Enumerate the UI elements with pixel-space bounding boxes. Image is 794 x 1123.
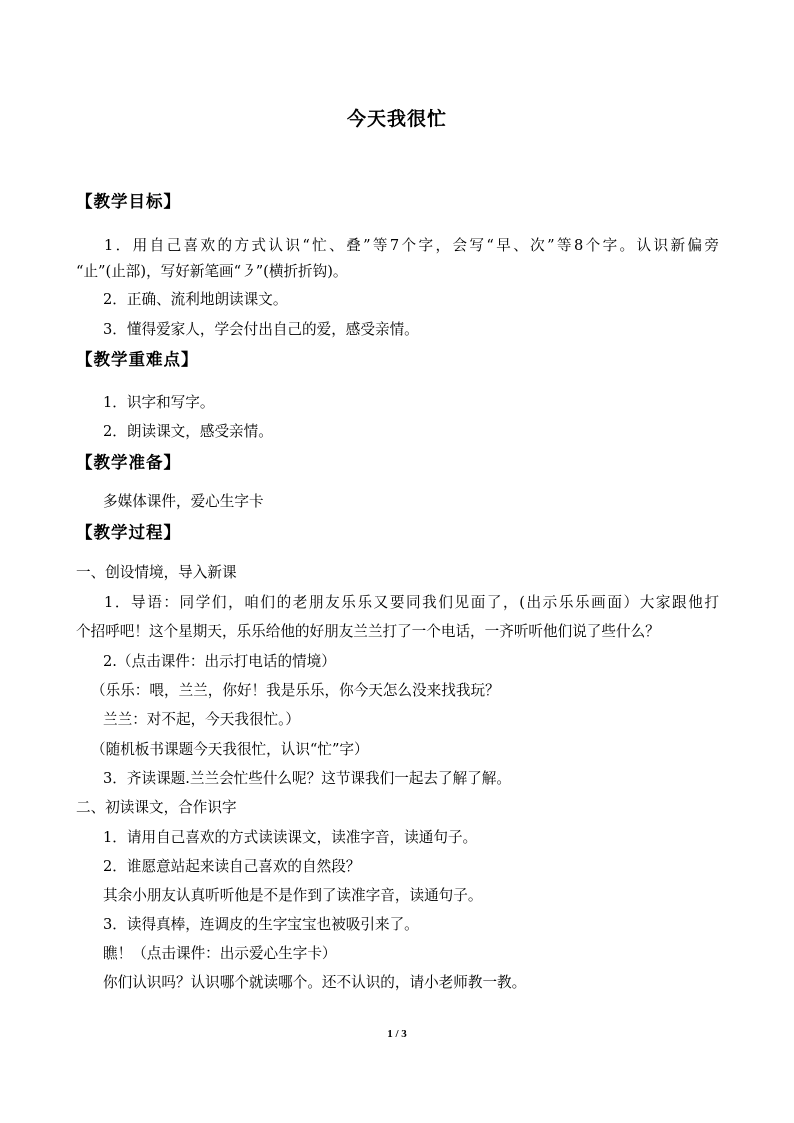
part-2-note-3: 你们认识吗？认识哪个就读哪个。还不认识的，请小老师教一教。 — [103, 974, 527, 991]
part-2-note-1: 其余小朋友认真听听他是不是作到了读准字音，读通句子。 — [103, 887, 483, 904]
heading-preparation: 【教学准备】 — [76, 453, 181, 472]
key-point-1: 1．识字和写字。 — [103, 394, 215, 411]
preparation-text: 多媒体课件，爱心生字卡 — [103, 493, 264, 510]
goal-2: 2．正确、流利地朗读课文。 — [103, 291, 288, 308]
part-2-title: 二、初读课文，合作识字 — [76, 799, 237, 816]
goal-3: 3．懂得爱家人，学会付出自己的爱，感受亲情。 — [103, 321, 419, 338]
part-1-item-2: 2.（点击课件：出示打电话的情境） — [103, 653, 336, 670]
goal-1-line-2: “止”(止部)，写好新笔画“㇋”(横折折钩)。 — [76, 263, 348, 280]
part-2-item-2: 2．谁愿意站起来读自己喜欢的自然段？ — [103, 858, 361, 875]
part-2-item-1: 1．请用自己喜欢的方式读读课文，读准字音，读通句子。 — [103, 829, 478, 846]
goal-1-line-1: 1．用自己喜欢的方式认识“忙、叠”等7个字，会写“早、次”等8个字。认识新偏旁 — [104, 237, 719, 254]
part-1-item-1-line-1: 1．导语：同学们，咱们的老朋友乐乐又要同我们见面了，(出示乐乐画面）大家跟他打 — [104, 594, 719, 611]
part-2-item-3: 3．读得真棒，连调皮的生字宝宝也被吸引来了。 — [103, 916, 419, 933]
part-1-title: 一、创设情境，导入新课 — [76, 564, 237, 581]
part-1-dialog-1: （乐乐：喂，兰兰，你好！我是乐乐，你今天怎么没来找我玩？ — [91, 682, 500, 699]
part-1-dialog-2: 兰兰：对不起，今天我很忙。） — [103, 711, 301, 728]
page-number: 1 / 3 — [387, 1028, 407, 1040]
key-point-2: 2．朗读课文，感受亲情。 — [103, 423, 273, 440]
heading-process: 【教学过程】 — [76, 523, 181, 542]
part-1-note: （随机板书课题今天我很忙，认识“忙”字） — [91, 741, 369, 758]
part-2-note-2: 瞧！（点击课件：出示爱心生字卡） — [103, 945, 337, 962]
page-title: 今天我很忙 — [346, 108, 447, 130]
heading-key-points: 【教学重难点】 — [76, 350, 199, 369]
part-1-item-3: 3．齐读课题.兰兰会忙些什么呢？这节课我们一起去了解了解。 — [103, 770, 511, 787]
heading-teaching-goals: 【教学目标】 — [76, 192, 181, 211]
part-1-item-1-line-2: 个招呼吧！这个星期天，乐乐给他的好朋友兰兰打了一个电话，一齐听听他们说了些什么？ — [76, 623, 660, 640]
